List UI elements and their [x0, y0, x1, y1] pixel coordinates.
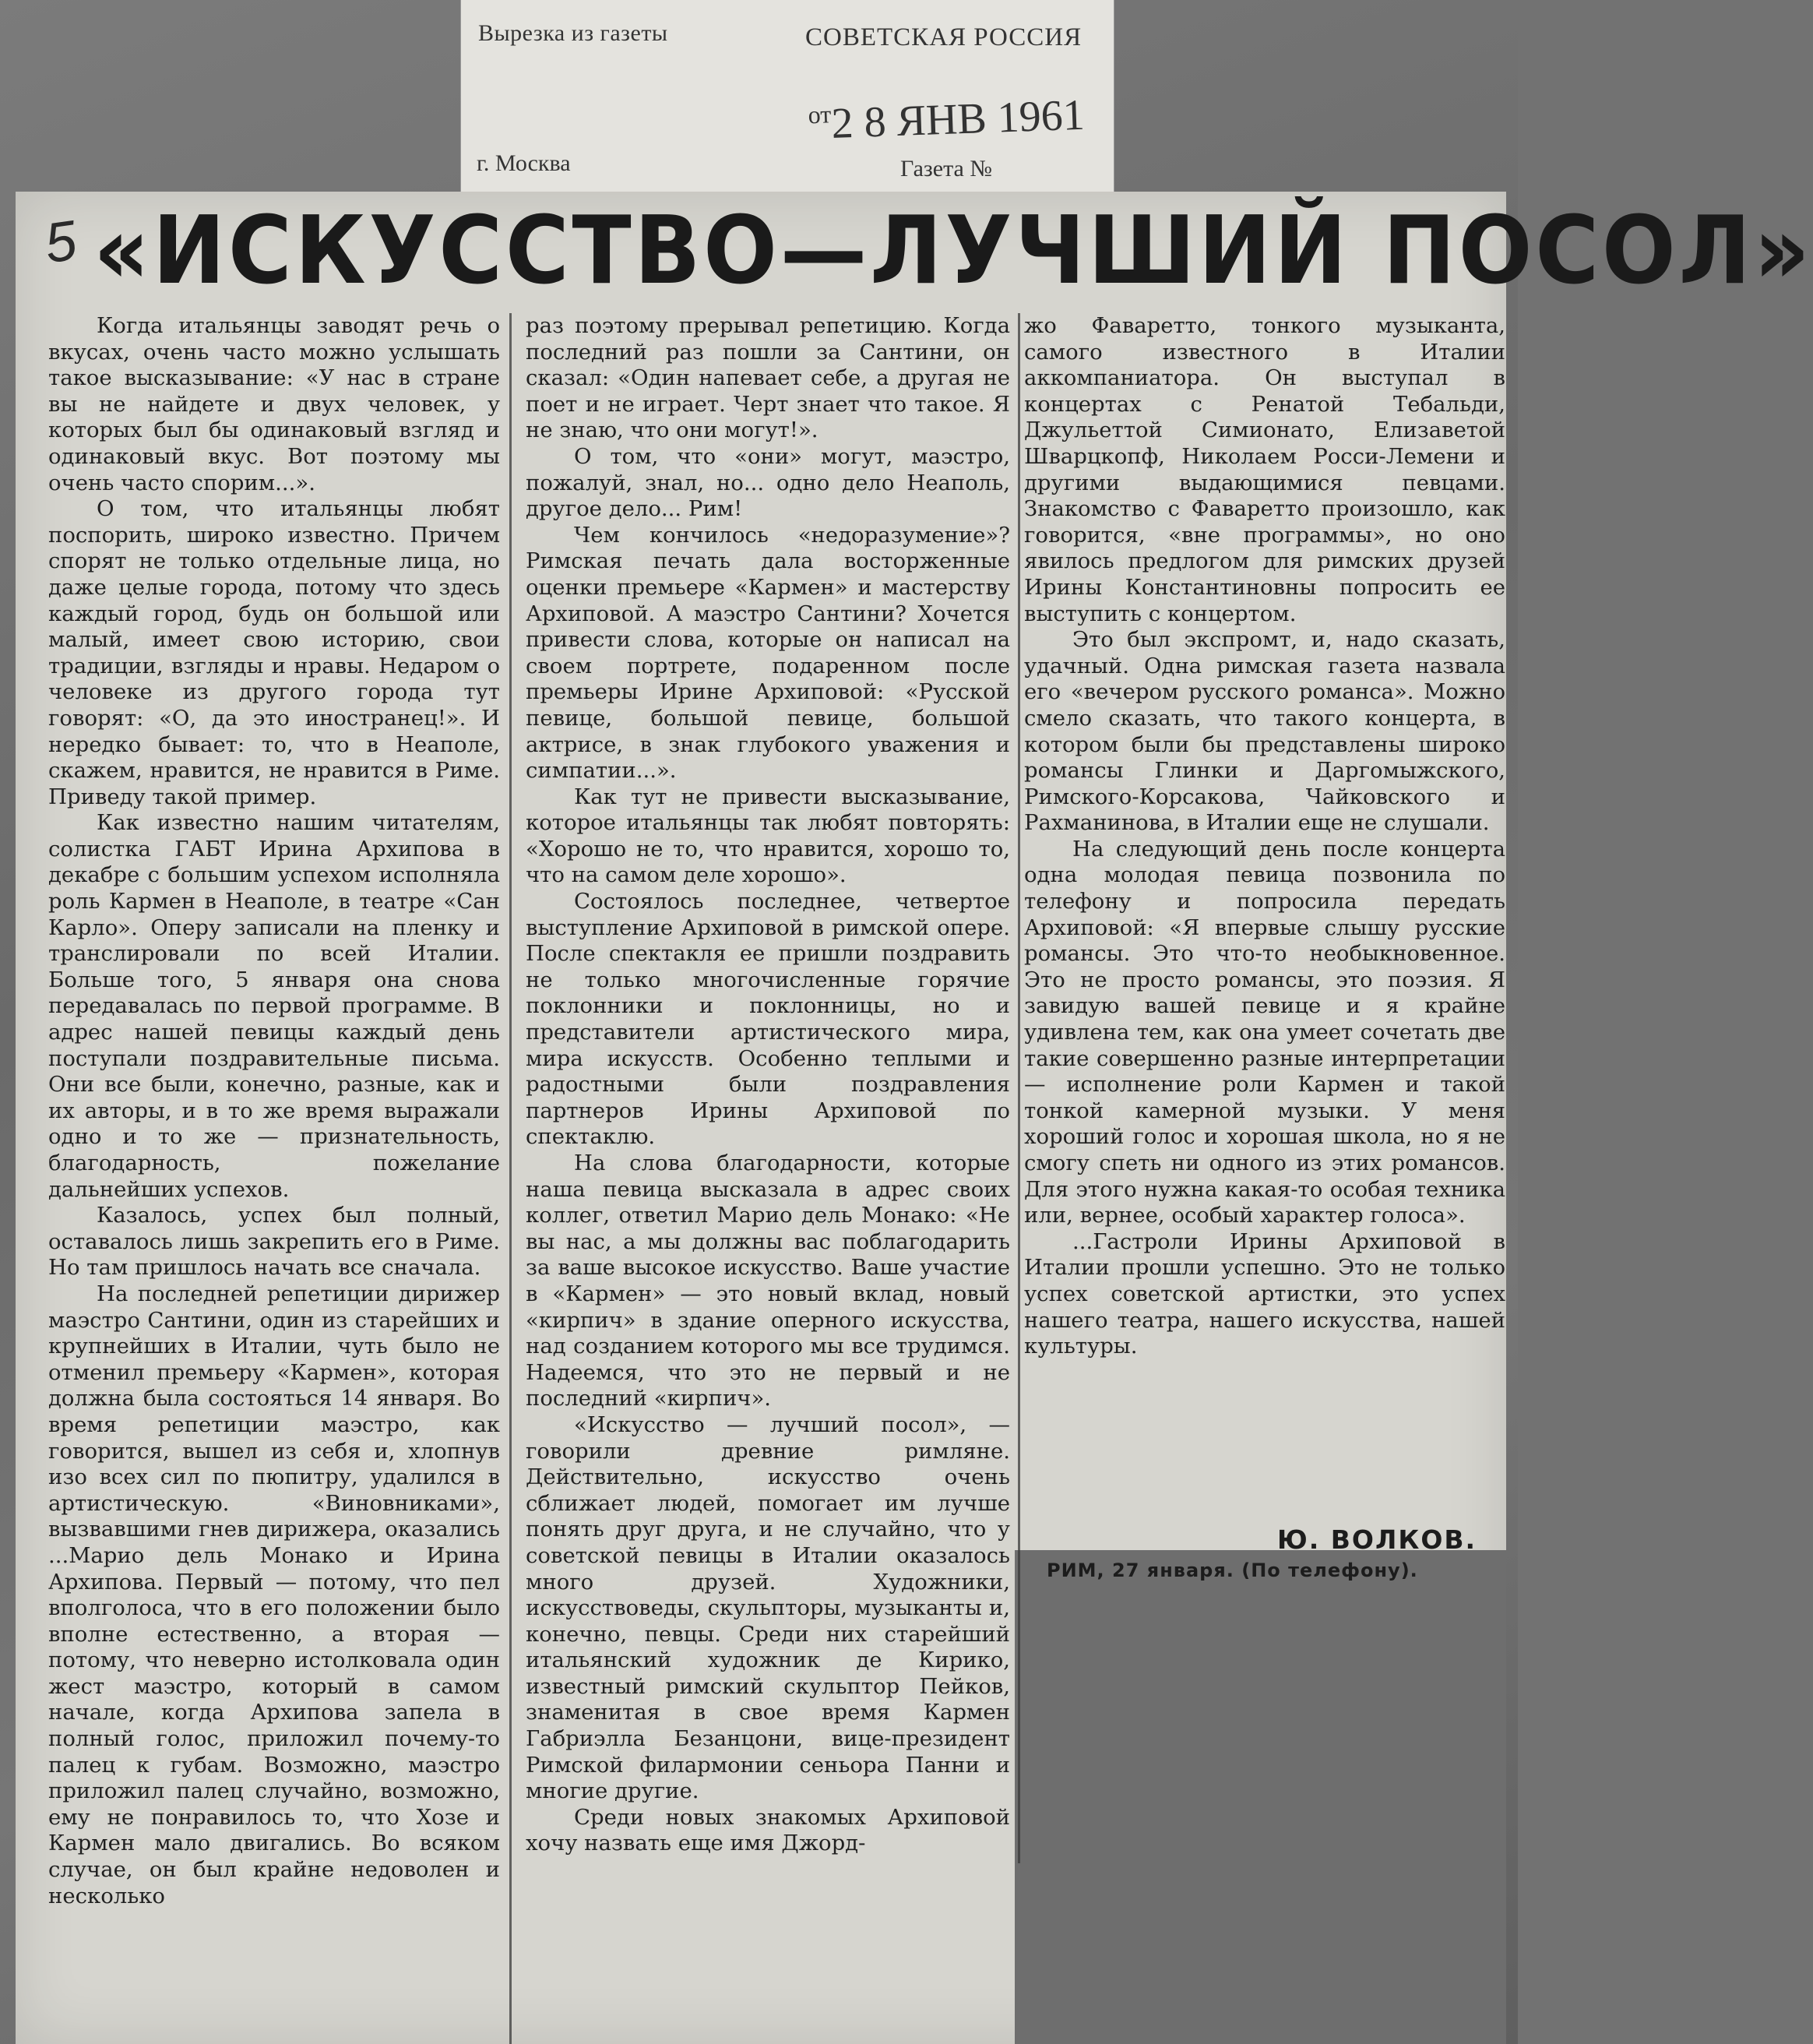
author-signature: Ю. ВОЛКОВ. [1277, 1524, 1477, 1555]
paragraph: На последней репетиции дирижер маэстро Сантини, один из старейших и крупнейших в Италии, чуть было не отменил премьеру «Кармен», которая должна была состояться 14 января. Во время репетиции маэстро, как говорится, вышел из себя и, хлопнув изо всех сил по пюпитру, удалился в артистическую. «Виновниками», вызвавшими гнев дирижера, оказались ...Марио дель Монако и Ирина Архипова. Первый — потому, что пел вполголоса, что в его положении было вполне естественно, а вторая — потому, что неверно истолковала один жест маэстро, который в самом начале, когда Архипова запела в полный голос, приложил почему-то палец к губам. Возможно, маэстро приложил палец случайно, возможно, ему не понравилось то, что Хозе и Кармен мало двигались. Во всяком случае, он был крайне недоволен и несколько [48, 1281, 500, 1908]
paragraph: раз поэтому прерывал репетицию. Когда последний раз пошли за Сантини, он сказал: «Один напевает себе, а другая не поет и не играет. Черт знает что такое. Я не знаю, что они могут!». [526, 313, 1010, 443]
paragraph: Среди новых знакомых Архиповой хочу назвать еще имя Джорд- [526, 1804, 1010, 1856]
newspaper-name: СОВЕТСКАЯ РОССИЯ [805, 23, 1083, 51]
article-column-1 [48, 313, 500, 1909]
paragraph: О том, что итальянцы любят поспорить, широко известно. Причем спорят не только отдельные лица, но даже целые города, потому что здесь каждый город, будь он большой или малый, имеет свою историю, свои традиции, взгляды и нравы. Недаром о человеке из другого города тут говорят: «О, да это иностранец!». И нередко бывает: то, что в Неаполе, скажем, нравится, не нравится в Риме. Приведу такой пример. [48, 496, 500, 809]
date-value: 2 8 ЯНВ 1961 [830, 90, 1086, 148]
clipping-label-slip [461, 0, 1114, 201]
city-label: г. Москва [477, 150, 571, 176]
paragraph: ...Гастроли Ирины Архиповой в Италии прошли успешно. Это не только успех советской артистки, это успех нашего театра, нашего искусства, нашей культуры. [1024, 1228, 1505, 1359]
date-stamp [808, 90, 1086, 150]
issue-label: Газета № [900, 156, 992, 181]
paragraph: жо Фаваретто, тонкого музыканта, самого известного в Италии аккомпаниатора. Он выступал в концертах с Ренатой Тебальди, Джульеттой Симионато, Елизаветой Шварцкопф, Николаем Росси-Лемени и другими выдающимися певцами. Знакомство с Фаваретто произошло, как говорится, «вне программы», но оно явилось предлогом для римских друзей Ирины Константиновны попросить ее выступить с концертом. [1024, 313, 1505, 626]
paragraph: Чем кончилось «недоразумение»? Римская печать дала восторженные оценки премьере «Кармен» и мастерству Архиповой. А маэстро Сантини? Хочется привести слова, которые он написал на своем портрете, подаренном после премьеры Ирине Архиповой: «Русской певице, большой певице, большой актрисе, в знак глубокого уважения и симпатии...». [526, 522, 1010, 784]
paragraph: На следующий день после концерта одна молодая певица позвонила по телефону и попросила передать Архиповой: «Я впервые слышу русские романсы. Это что-то необыкновенное. Это не просто романсы, это поэзия. Я завидую вашей певице и я крайне удивлена тем, как она умеет сочетать две такие совершенно разные интерпретации — исполнение роли Кармен и такой тонкой камерной музыки. У меня хороший голос и хорошая школа, но я не смогу спеть ни одного из этих романсов. Для этого нужна какая-то особая техника или, вернее, особый характер голоса». [1024, 836, 1505, 1228]
paragraph: «Искусство — лучший посол», — говорили древние римляне. Действительно, искусство очень сближает людей, помогает им лучше понять друг друга, и не случайно, что у советской певицы в Италии оказалось много друзей. Художники, искусствоведы, скульпторы, музыканты и, конечно, певцы. Среди них старейший итальянский художник де Кирико, известный римский скульптор Пейков, знаменитая в свое время Кармен Габриэлла Безанцони, вице-президент Римской филармонии сеньора Панни и многие другие. [526, 1411, 1010, 1804]
handwritten-number: 5 [40, 209, 81, 276]
paragraph: Как тут не привести высказывание, которое итальянцы так любят повторять: «Хорошо не то, что нравится, хорошо то, что на самом деле хорошо». [526, 784, 1010, 888]
paragraph: О том, что «они» могут, маэстро, пожалуй, знал, но... одно дело Неаполь, другое дело... Рим! [526, 443, 1010, 522]
column-rule-2 [1018, 313, 1020, 1863]
column-rule-1 [509, 313, 512, 2044]
article-column-2 [526, 313, 1010, 1857]
paragraph: Состоялось последнее, четвертое выступление Архиповой в римской опере. После спектакля ее пришли поздравить не только многочисленные горячие поклонники и поклонницы, но и представители артистического мира, мира искусств. Особенно теплыми и радостными были поздравления партнеров Ирины Архиповой по спектаклю. [526, 889, 1010, 1150]
article-headline: «ИСКУССТВО—ЛУЧШИЙ ПОСОЛ» [93, 197, 1813, 305]
dateline: РИМ, 27 января. (По телефону). [1047, 1559, 1418, 1581]
paragraph: Это был экспромт, и, надо сказать, удачный. Одна римская газета назвала его «вечером русского романса». Можно смело сказать, что такого концерта, в котором были бы представлены широко романсы Глинки и Даргомыжского, Римского-Корсакова, Чайковского и Рахманинова, в Италии еще не слушали. [1024, 627, 1505, 836]
paragraph: Казалось, успех был полный, оставалось лишь закрепить его в Риме. Но там пришлось начать все сначала. [48, 1203, 500, 1281]
article-column-3 [1024, 313, 1505, 1360]
cutting-label: Вырезка из газеты [478, 20, 668, 46]
paragraph: Когда итальянцы заводят речь о вкусах, очень часто можно услышать такое высказывание: «У нас в стране вы не найдете и двух человек, у которых был бы одинаковый взгляд и одинаковый вкус. Вот поэтому мы очень часто спорим...». [48, 313, 500, 495]
date-prefix: от [808, 100, 832, 129]
paragraph: На слова благодарности, которые наша певица высказала в адрес своих коллег, ответил Марио дель Монако: «Не вы нас, а мы должны вас поблагодарить за ваше высокое искусство. Ваше участие в «Кармен» — это новый вклад, новый «кирпич» в здание оперного искусства, над созданием которого мы все трудимся. Надеемся, что это не первый и не последний «кирпич». [526, 1151, 1010, 1411]
clipping-cut-corner [1015, 1550, 1506, 2044]
paragraph: Как известно нашим читателям, солистка ГАБТ Ирина Архипова в декабре с большим успехом исполняла роль Кармен в Неаполе, в театре «Сан Карло». Оперу записали на пленку и транслировали по всей Италии. Больше того, 5 января она снова передавалась по первой программе. В адрес нашей певицы каждый день поступали поздравительные письма. Они все были, конечно, разные, как и их авторы, и в то же время выражали одно и то же — признательность, благодарность, пожелание дальнейших успехов. [48, 810, 500, 1202]
